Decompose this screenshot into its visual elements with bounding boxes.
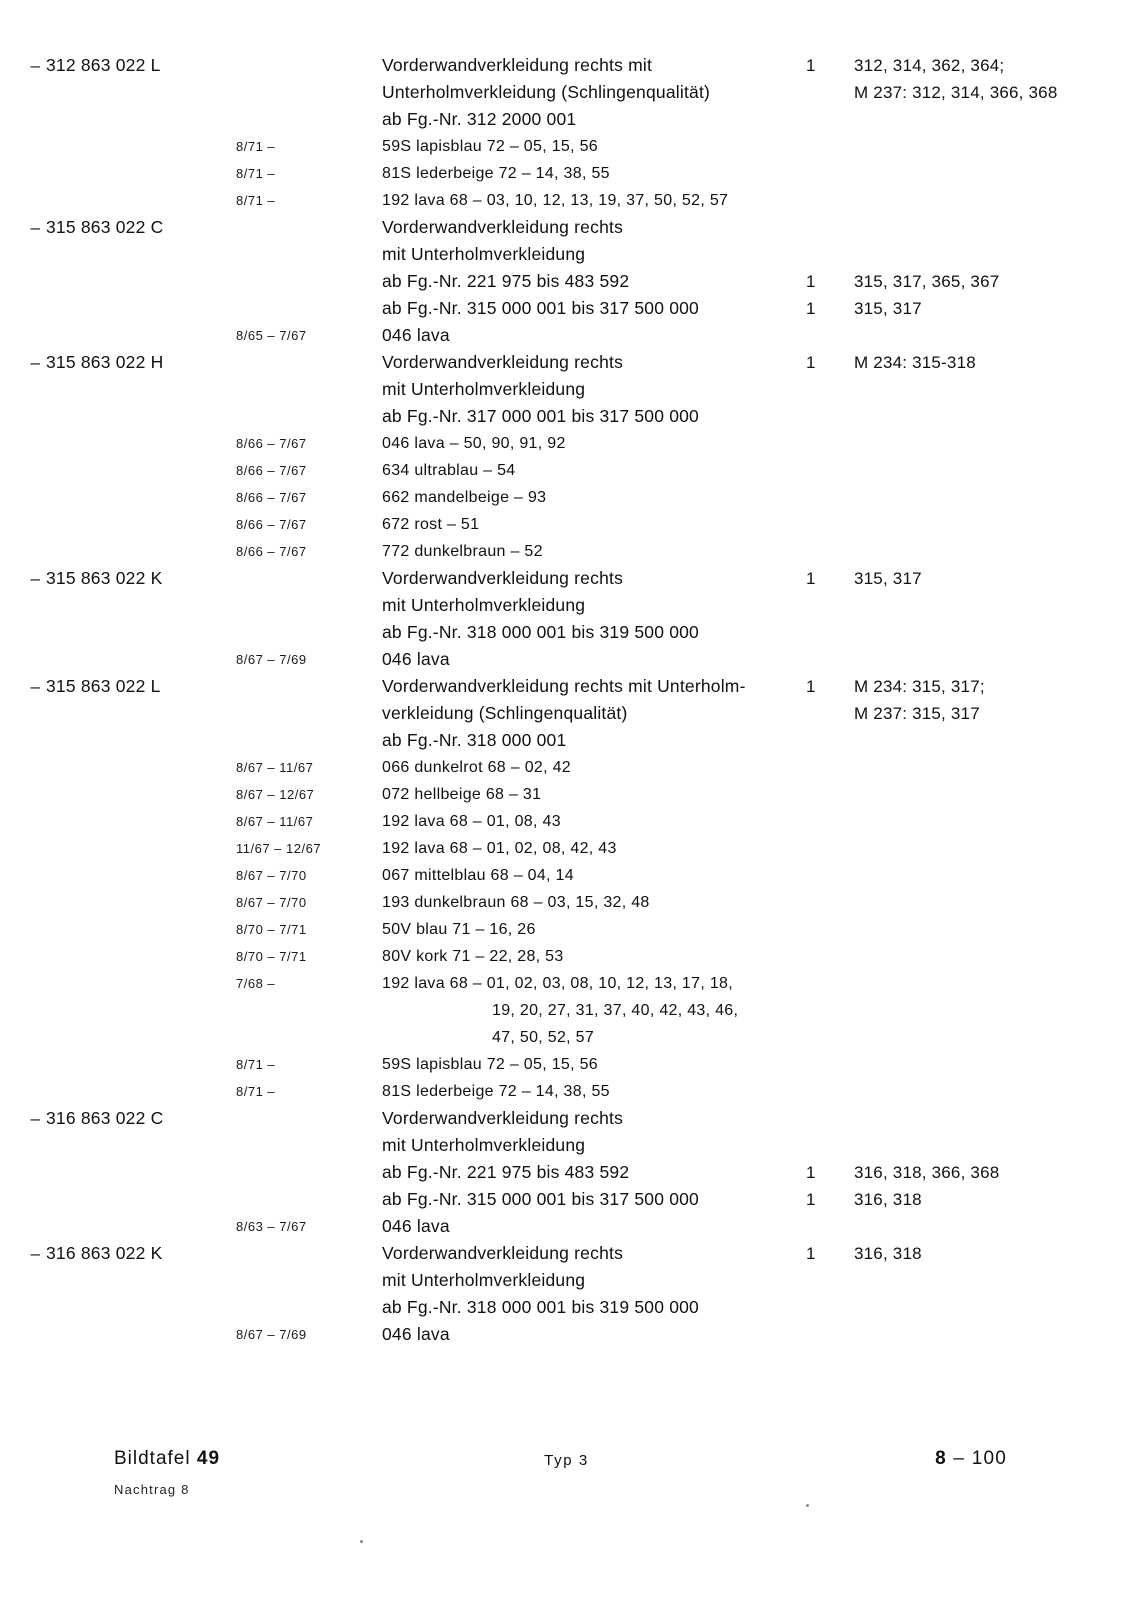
- part-description: 59S lapisblau 72 – 05, 15, 56: [382, 138, 598, 155]
- model-reference: M 234: 315-318: [854, 353, 976, 372]
- table-row: [0, 1024, 1133, 1051]
- table-row: [0, 1213, 1133, 1240]
- part-description: 19, 20, 27, 31, 37, 40, 42, 43, 46,: [492, 1002, 739, 1019]
- table-row: [0, 673, 1133, 700]
- date-range: 8/66 – 7/67: [236, 490, 307, 505]
- date-range: 8/70 – 7/71: [236, 949, 307, 964]
- part-number: 315 863 022 H: [46, 352, 164, 372]
- date-range: 7/68 –: [236, 976, 276, 991]
- table-row: [0, 619, 1133, 646]
- date-range: 8/67 – 12/67: [236, 787, 315, 802]
- part-description: 046 lava: [382, 649, 450, 669]
- table-row: [0, 997, 1133, 1024]
- date-range: 8/67 – 11/67: [236, 814, 314, 829]
- table-row: [0, 1051, 1133, 1078]
- quantity: 1: [806, 677, 816, 696]
- table-row: [0, 1132, 1133, 1159]
- part-description: 067 mittelblau 68 – 04, 14: [382, 867, 574, 884]
- table-row: [0, 1240, 1133, 1267]
- part-description: 192 lava 68 – 03, 10, 12, 13, 19, 37, 50, 52, 57: [382, 192, 729, 209]
- model-reference: M 237: 315, 317: [854, 704, 980, 723]
- part-description: ab Fg.-Nr. 221 975 bis 483 592: [382, 271, 630, 291]
- page-number: [935, 1448, 1007, 1470]
- table-row: [0, 214, 1133, 241]
- model-reference: 316, 318: [854, 1244, 922, 1263]
- row-bullet-dash: –: [30, 1244, 40, 1263]
- part-description: 59S lapisblau 72 – 05, 15, 56: [382, 1056, 598, 1073]
- part-description: Vorderwandverkleidung rechts: [382, 217, 624, 237]
- table-row: [0, 133, 1133, 160]
- table-row: [0, 538, 1133, 565]
- part-description: ab Fg.-Nr. 318 000 001: [382, 730, 567, 750]
- part-number: 315 863 022 K: [46, 568, 163, 588]
- table-row: [0, 457, 1133, 484]
- part-description: ab Fg.-Nr. 315 000 001 bis 317 500 000: [382, 1189, 699, 1209]
- date-range: 8/71 –: [236, 166, 276, 181]
- plate-number: 49: [196, 1448, 221, 1469]
- date-range: 8/67 – 7/69: [236, 652, 307, 667]
- model-reference: 315, 317: [854, 299, 922, 318]
- date-range: 8/67 – 7/70: [236, 868, 307, 883]
- part-description: ab Fg.-Nr. 221 975 bis 483 592: [382, 1162, 630, 1182]
- table-row: [0, 1105, 1133, 1132]
- table-row: [0, 1186, 1133, 1213]
- table-row: [0, 430, 1133, 457]
- table-row: [0, 592, 1133, 619]
- part-number: 312 863 022 L: [46, 55, 161, 75]
- row-bullet-dash: –: [30, 218, 40, 237]
- date-range: 8/66 – 7/67: [236, 436, 307, 451]
- part-description: 672 rost – 51: [382, 516, 480, 533]
- quantity: 1: [806, 272, 816, 291]
- table-row: [0, 187, 1133, 214]
- model-reference: 316, 318, 366, 368: [854, 1163, 1000, 1182]
- table-row: [0, 1294, 1133, 1321]
- table-row: [0, 1321, 1133, 1348]
- part-description: ab Fg.-Nr. 312 2000 001: [382, 109, 577, 129]
- part-description: 192 lava 68 – 01, 02, 03, 08, 10, 12, 13, 17, 18,: [382, 975, 733, 992]
- quantity: 1: [806, 1244, 816, 1263]
- model-reference: 315, 317, 365, 367: [854, 272, 1000, 291]
- part-description: ab Fg.-Nr. 315 000 001 bis 317 500 000: [382, 298, 699, 318]
- page-number-value: 100: [971, 1448, 1007, 1469]
- date-range: 8/65 – 7/67: [236, 328, 307, 343]
- table-row: [0, 754, 1133, 781]
- table-row: [0, 916, 1133, 943]
- table-row: [0, 295, 1133, 322]
- quantity: 1: [806, 569, 816, 588]
- model-reference: M 234: 315, 317;: [854, 677, 985, 696]
- part-description: 50V blau 71 – 16, 26: [382, 921, 536, 938]
- part-description: mit Unterholmverkleidung: [382, 595, 586, 615]
- part-description: mit Unterholmverkleidung: [382, 1270, 586, 1290]
- table-row: [0, 781, 1133, 808]
- part-description: ab Fg.-Nr. 318 000 001 bis 319 500 000: [382, 1297, 699, 1317]
- model-reference: M 237: 312, 314, 366, 368: [854, 83, 1058, 102]
- part-description: 634 ultrablau – 54: [382, 462, 516, 479]
- part-description: 80V kork 71 – 22, 28, 53: [382, 948, 564, 965]
- part-description: mit Unterholmverkleidung: [382, 379, 586, 399]
- table-row: [0, 349, 1133, 376]
- page-number-prefix: 8: [935, 1448, 947, 1469]
- date-range: 8/67 – 11/67: [236, 760, 314, 775]
- row-bullet-dash: –: [30, 1109, 40, 1128]
- table-row: [0, 484, 1133, 511]
- part-description: Vorderwandverkleidung rechts mit Unterholm-: [382, 676, 746, 696]
- date-range: 11/67 – 12/67: [236, 841, 322, 856]
- part-description: ab Fg.-Nr. 318 000 001 bis 319 500 000: [382, 622, 699, 642]
- quantity: 1: [806, 56, 816, 75]
- row-bullet-dash: –: [30, 353, 40, 372]
- part-description: 046 lava: [382, 325, 450, 345]
- quantity: 1: [806, 353, 816, 372]
- row-bullet-dash: –: [30, 677, 40, 696]
- parts-list-table: [0, 52, 1133, 1348]
- model-reference: 316, 318: [854, 1190, 922, 1209]
- table-row: [0, 862, 1133, 889]
- page-footer: [0, 1448, 1133, 1538]
- date-range: 8/70 – 7/71: [236, 922, 307, 937]
- table-row: [0, 52, 1133, 79]
- table-row: [0, 565, 1133, 592]
- date-range: 8/67 – 7/69: [236, 1327, 307, 1342]
- date-range: 8/63 – 7/67: [236, 1219, 307, 1234]
- plate-label: Bildtafel: [114, 1448, 191, 1469]
- part-description: verkleidung (Schlingenqualität): [382, 703, 628, 723]
- table-row: [0, 1078, 1133, 1105]
- part-description: mit Unterholmverkleidung: [382, 244, 586, 264]
- part-description: 046 lava: [382, 1324, 450, 1344]
- part-number: 315 863 022 L: [46, 676, 161, 696]
- table-row: [0, 943, 1133, 970]
- part-description: Unterholmverkleidung (Schlingenqualität): [382, 82, 711, 102]
- table-row: [0, 970, 1133, 997]
- part-description: Vorderwandverkleidung rechts: [382, 1108, 624, 1128]
- model-type-label: Typ 3: [544, 1452, 589, 1469]
- part-description: 81S lederbeige 72 – 14, 38, 55: [382, 165, 610, 182]
- part-description: 072 hellbeige 68 – 31: [382, 786, 542, 803]
- part-description: 046 lava – 50, 90, 91, 92: [382, 435, 566, 452]
- part-description: Vorderwandverkleidung rechts: [382, 1243, 624, 1263]
- part-description: Vorderwandverkleidung rechts: [382, 568, 624, 588]
- date-range: 8/71 –: [236, 1084, 276, 1099]
- table-row: [0, 376, 1133, 403]
- part-number: 316 863 022 C: [46, 1108, 164, 1128]
- table-row: [0, 268, 1133, 295]
- table-row: [0, 1267, 1133, 1294]
- part-description: 193 dunkelbraun 68 – 03, 15, 32, 48: [382, 894, 650, 911]
- table-row: [0, 808, 1133, 835]
- date-range: 8/66 – 7/67: [236, 544, 307, 559]
- part-number: 315 863 022 C: [46, 217, 164, 237]
- part-description: mit Unterholmverkleidung: [382, 1135, 586, 1155]
- quantity: 1: [806, 1163, 816, 1182]
- part-description: 192 lava 68 – 01, 08, 43: [382, 813, 561, 830]
- table-row: [0, 241, 1133, 268]
- date-range: 8/71 –: [236, 193, 276, 208]
- part-description: 192 lava 68 – 01, 02, 08, 42, 43: [382, 840, 617, 857]
- table-row: [0, 727, 1133, 754]
- table-row: [0, 835, 1133, 862]
- table-row: [0, 1159, 1133, 1186]
- scan-speck: [806, 1504, 809, 1507]
- part-description: 47, 50, 52, 57: [492, 1029, 595, 1046]
- supplement-label: Nachtrag 8: [114, 1482, 190, 1497]
- date-range: 8/67 – 7/70: [236, 895, 307, 910]
- part-description: ab Fg.-Nr. 317 000 001 bis 317 500 000: [382, 406, 699, 426]
- row-bullet-dash: –: [30, 56, 40, 75]
- date-range: 8/71 –: [236, 1057, 276, 1072]
- table-row: [0, 322, 1133, 349]
- table-row: [0, 889, 1133, 916]
- part-description: 81S lederbeige 72 – 14, 38, 55: [382, 1083, 610, 1100]
- part-description: Vorderwandverkleidung rechts: [382, 352, 624, 372]
- date-range: 8/66 – 7/67: [236, 517, 307, 532]
- table-row: [0, 160, 1133, 187]
- scan-speck: [360, 1540, 363, 1543]
- part-description: Vorderwandverkleidung rechts mit: [382, 55, 653, 75]
- part-description: 772 dunkelbraun – 52: [382, 543, 543, 560]
- table-row: [0, 403, 1133, 430]
- table-row: [0, 646, 1133, 673]
- table-row: [0, 700, 1133, 727]
- date-range: 8/66 – 7/67: [236, 463, 307, 478]
- part-description: 662 mandelbeige – 93: [382, 489, 547, 506]
- table-row: [0, 106, 1133, 133]
- table-row: [0, 511, 1133, 538]
- part-description: 066 dunkelrot 68 – 02, 42: [382, 759, 571, 776]
- table-row: [0, 79, 1133, 106]
- row-bullet-dash: –: [30, 569, 40, 588]
- quantity: 1: [806, 299, 816, 318]
- part-description: 046 lava: [382, 1216, 450, 1236]
- model-reference: 315, 317: [854, 569, 922, 588]
- date-range: 8/71 –: [236, 139, 276, 154]
- quantity: 1: [806, 1190, 816, 1209]
- part-number: 316 863 022 K: [46, 1243, 163, 1263]
- page-number-dash: –: [953, 1448, 966, 1469]
- model-reference: 312, 314, 362, 364;: [854, 56, 1005, 75]
